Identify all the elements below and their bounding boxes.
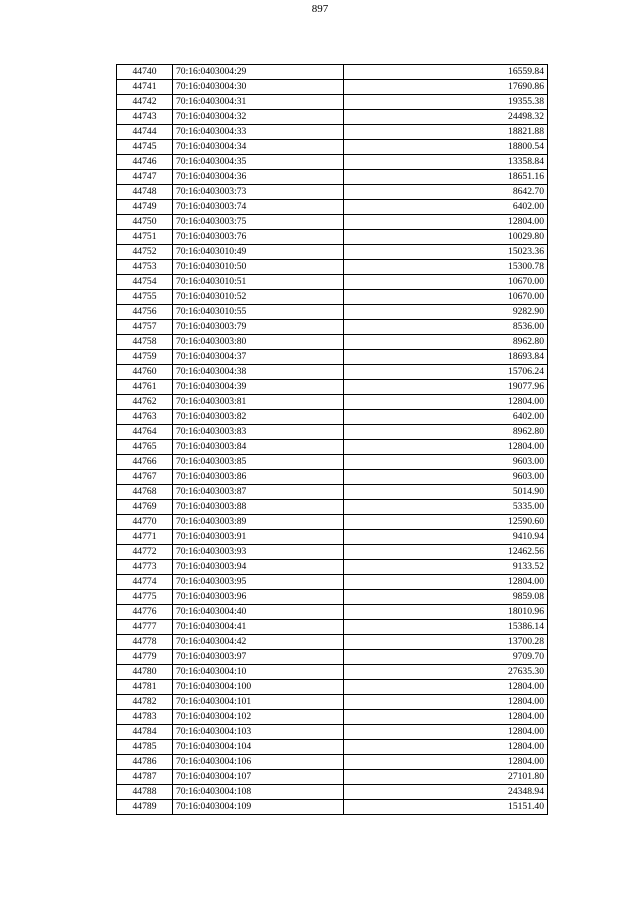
table-row	[117, 545, 548, 560]
row-number-cell: 44775	[117, 590, 173, 605]
row-number-cell: 44770	[117, 515, 173, 530]
row-number-cell: 44748	[117, 185, 173, 200]
value-cell: 9133.52	[344, 560, 548, 575]
value-cell: 9282.90	[344, 305, 548, 320]
table-row	[117, 755, 548, 770]
value-cell: 15023.36	[344, 245, 548, 260]
row-number-cell: 44788	[117, 785, 173, 800]
value-cell: 9709.70	[344, 650, 548, 665]
row-number-cell: 44778	[117, 635, 173, 650]
cadastral-number-cell: 70:16:0403003:81	[173, 395, 344, 410]
cadastral-number-cell: 70:16:0403004:32	[173, 110, 344, 125]
value-cell: 15300.78	[344, 260, 548, 275]
value-cell: 18010.96	[344, 605, 548, 620]
cadastral-number-cell: 70:16:0403003:83	[173, 425, 344, 440]
table-row	[117, 785, 548, 800]
table-row	[117, 380, 548, 395]
cadastral-number-cell: 70:16:0403004:37	[173, 350, 344, 365]
value-cell: 8536.00	[344, 320, 548, 335]
row-number-cell: 44754	[117, 275, 173, 290]
table-row	[117, 530, 548, 545]
row-number-cell: 44783	[117, 710, 173, 725]
value-cell: 27101.80	[344, 770, 548, 785]
cadastral-number-cell: 70:16:0403003:88	[173, 500, 344, 515]
table-row	[117, 215, 548, 230]
value-cell: 8642.70	[344, 185, 548, 200]
table-row	[117, 155, 548, 170]
value-cell: 17690.86	[344, 80, 548, 95]
value-cell: 15386.14	[344, 620, 548, 635]
cadastral-number-cell: 70:16:0403004:36	[173, 170, 344, 185]
table-row	[117, 335, 548, 350]
table-row	[117, 455, 548, 470]
table-row	[117, 680, 548, 695]
cadastral-table	[116, 64, 548, 815]
row-number-cell: 44768	[117, 485, 173, 500]
row-number-cell: 44761	[117, 380, 173, 395]
table-row	[117, 440, 548, 455]
row-number-cell: 44784	[117, 725, 173, 740]
value-cell: 8962.80	[344, 335, 548, 350]
value-cell: 12804.00	[344, 440, 548, 455]
row-number-cell: 44763	[117, 410, 173, 425]
value-cell: 12804.00	[344, 695, 548, 710]
table-row	[117, 710, 548, 725]
value-cell: 10670.00	[344, 290, 548, 305]
row-number-cell: 44765	[117, 440, 173, 455]
row-number-cell: 44751	[117, 230, 173, 245]
cadastral-number-cell: 70:16:0403003:91	[173, 530, 344, 545]
value-cell: 12804.00	[344, 725, 548, 740]
cadastral-number-cell: 70:16:0403004:38	[173, 365, 344, 380]
table-row	[117, 275, 548, 290]
row-number-cell: 44752	[117, 245, 173, 260]
cadastral-number-cell: 70:16:0403004:41	[173, 620, 344, 635]
table-row	[117, 80, 548, 95]
row-number-cell: 44759	[117, 350, 173, 365]
row-number-cell: 44760	[117, 365, 173, 380]
value-cell: 12462.56	[344, 545, 548, 560]
table-row	[117, 620, 548, 635]
row-number-cell: 44772	[117, 545, 173, 560]
cadastral-number-cell: 70:16:0403003:74	[173, 200, 344, 215]
table-row	[117, 650, 548, 665]
cadastral-number-cell: 70:16:0403003:94	[173, 560, 344, 575]
table-row	[117, 365, 548, 380]
table-row	[117, 770, 548, 785]
cadastral-number-cell: 70:16:0403004:102	[173, 710, 344, 725]
cadastral-number-cell: 70:16:0403003:84	[173, 440, 344, 455]
value-cell: 8962.80	[344, 425, 548, 440]
cadastral-number-cell: 70:16:0403004:103	[173, 725, 344, 740]
value-cell: 9603.00	[344, 455, 548, 470]
cadastral-number-cell: 70:16:0403003:75	[173, 215, 344, 230]
table-row	[117, 305, 548, 320]
row-number-cell: 44766	[117, 455, 173, 470]
cadastral-number-cell: 70:16:0403010:51	[173, 275, 344, 290]
cadastral-number-cell: 70:16:0403003:97	[173, 650, 344, 665]
value-cell: 6402.00	[344, 410, 548, 425]
cadastral-number-cell: 70:16:0403004:42	[173, 635, 344, 650]
row-number-cell: 44762	[117, 395, 173, 410]
cadastral-number-cell: 70:16:0403003:80	[173, 335, 344, 350]
value-cell: 12804.00	[344, 710, 548, 725]
cadastral-number-cell: 70:16:0403004:39	[173, 380, 344, 395]
row-number-cell: 44781	[117, 680, 173, 695]
cadastral-number-cell: 70:16:0403003:89	[173, 515, 344, 530]
row-number-cell: 44776	[117, 605, 173, 620]
value-cell: 18651.16	[344, 170, 548, 185]
row-number-cell: 44756	[117, 305, 173, 320]
value-cell: 18693.84	[344, 350, 548, 365]
value-cell: 9410.94	[344, 530, 548, 545]
table-row	[117, 665, 548, 680]
value-cell: 6402.00	[344, 200, 548, 215]
value-cell: 15706.24	[344, 365, 548, 380]
row-number-cell: 44789	[117, 800, 173, 815]
cadastral-number-cell: 70:16:0403003:79	[173, 320, 344, 335]
cadastral-number-cell: 70:16:0403004:100	[173, 680, 344, 695]
row-number-cell: 44755	[117, 290, 173, 305]
cadastral-number-cell: 70:16:0403004:29	[173, 65, 344, 80]
cadastral-number-cell: 70:16:0403004:33	[173, 125, 344, 140]
value-cell: 12804.00	[344, 395, 548, 410]
row-number-cell: 44773	[117, 560, 173, 575]
table-row	[117, 635, 548, 650]
table-row	[117, 395, 548, 410]
table-row	[117, 350, 548, 365]
row-number-cell: 44769	[117, 500, 173, 515]
row-number-cell: 44745	[117, 140, 173, 155]
cadastral-number-cell: 70:16:0403010:50	[173, 260, 344, 275]
row-number-cell: 44757	[117, 320, 173, 335]
cadastral-number-cell: 70:16:0403003:93	[173, 545, 344, 560]
value-cell: 12804.00	[344, 680, 548, 695]
table-row	[117, 590, 548, 605]
table-row	[117, 125, 548, 140]
cadastral-number-cell: 70:16:0403010:49	[173, 245, 344, 260]
table-row	[117, 185, 548, 200]
table-row	[117, 425, 548, 440]
cadastral-number-cell: 70:16:0403004:104	[173, 740, 344, 755]
table-row	[117, 230, 548, 245]
cadastral-number-cell: 70:16:0403010:52	[173, 290, 344, 305]
cadastral-number-cell: 70:16:0403004:34	[173, 140, 344, 155]
table-row	[117, 170, 548, 185]
row-number-cell: 44787	[117, 770, 173, 785]
row-number-cell: 44767	[117, 470, 173, 485]
table-body	[117, 65, 548, 815]
cadastral-number-cell: 70:16:0403004:109	[173, 800, 344, 815]
value-cell: 12804.00	[344, 755, 548, 770]
table-row	[117, 245, 548, 260]
value-cell: 18800.54	[344, 140, 548, 155]
cadastral-number-cell: 70:16:0403004:31	[173, 95, 344, 110]
value-cell: 5014.90	[344, 485, 548, 500]
row-number-cell: 44750	[117, 215, 173, 230]
cadastral-number-cell: 70:16:0403004:10	[173, 665, 344, 680]
table-row	[117, 725, 548, 740]
value-cell: 10029.80	[344, 230, 548, 245]
row-number-cell: 44749	[117, 200, 173, 215]
table-row	[117, 65, 548, 80]
table-row	[117, 605, 548, 620]
value-cell: 15151.40	[344, 800, 548, 815]
cadastral-number-cell: 70:16:0403003:73	[173, 185, 344, 200]
cadastral-number-cell: 70:16:0403004:101	[173, 695, 344, 710]
table-row	[117, 485, 548, 500]
row-number-cell: 44740	[117, 65, 173, 80]
table-row	[117, 695, 548, 710]
row-number-cell: 44743	[117, 110, 173, 125]
cadastral-number-cell: 70:16:0403004:107	[173, 770, 344, 785]
row-number-cell: 44785	[117, 740, 173, 755]
value-cell: 19077.96	[344, 380, 548, 395]
row-number-cell: 44786	[117, 755, 173, 770]
value-cell: 18821.88	[344, 125, 548, 140]
value-cell: 12590.60	[344, 515, 548, 530]
row-number-cell: 44741	[117, 80, 173, 95]
row-number-cell: 44742	[117, 95, 173, 110]
value-cell: 19355.38	[344, 95, 548, 110]
row-number-cell: 44744	[117, 125, 173, 140]
cadastral-number-cell: 70:16:0403003:76	[173, 230, 344, 245]
cadastral-number-cell: 70:16:0403003:86	[173, 470, 344, 485]
value-cell: 12804.00	[344, 575, 548, 590]
table-row	[117, 110, 548, 125]
value-cell: 9859.08	[344, 590, 548, 605]
value-cell: 12804.00	[344, 215, 548, 230]
value-cell: 27635.30	[344, 665, 548, 680]
table-row	[117, 560, 548, 575]
row-number-cell: 44758	[117, 335, 173, 350]
page-number: 897	[311, 3, 329, 15]
table-row	[117, 575, 548, 590]
value-cell: 5335.00	[344, 500, 548, 515]
value-cell: 16559.84	[344, 65, 548, 80]
row-number-cell: 44753	[117, 260, 173, 275]
table-row	[117, 320, 548, 335]
table-row	[117, 140, 548, 155]
table-row	[117, 200, 548, 215]
row-number-cell: 44780	[117, 665, 173, 680]
row-number-cell: 44771	[117, 530, 173, 545]
value-cell: 13700.28	[344, 635, 548, 650]
cadastral-number-cell: 70:16:0403004:106	[173, 755, 344, 770]
value-cell: 13358.84	[344, 155, 548, 170]
cadastral-number-cell: 70:16:0403004:35	[173, 155, 344, 170]
value-cell: 24498.32	[344, 110, 548, 125]
cadastral-number-cell: 70:16:0403003:96	[173, 590, 344, 605]
row-number-cell: 44747	[117, 170, 173, 185]
row-number-cell: 44764	[117, 425, 173, 440]
cadastral-number-cell: 70:16:0403003:82	[173, 410, 344, 425]
cadastral-number-cell: 70:16:0403003:85	[173, 455, 344, 470]
value-cell: 10670.00	[344, 275, 548, 290]
cadastral-number-cell: 70:16:0403003:87	[173, 485, 344, 500]
table-row	[117, 470, 548, 485]
cadastral-number-cell: 70:16:0403010:55	[173, 305, 344, 320]
row-number-cell: 44782	[117, 695, 173, 710]
table-row	[117, 290, 548, 305]
table-row	[117, 260, 548, 275]
value-cell: 9603.00	[344, 470, 548, 485]
cadastral-number-cell: 70:16:0403004:40	[173, 605, 344, 620]
cadastral-number-cell: 70:16:0403004:30	[173, 80, 344, 95]
row-number-cell: 44777	[117, 620, 173, 635]
table-row	[117, 95, 548, 110]
table-row	[117, 740, 548, 755]
row-number-cell: 44779	[117, 650, 173, 665]
table-row	[117, 515, 548, 530]
cadastral-number-cell: 70:16:0403003:95	[173, 575, 344, 590]
table-row	[117, 410, 548, 425]
cadastral-number-cell: 70:16:0403004:108	[173, 785, 344, 800]
value-cell: 24348.94	[344, 785, 548, 800]
row-number-cell: 44774	[117, 575, 173, 590]
table-row	[117, 800, 548, 815]
table-row	[117, 500, 548, 515]
row-number-cell: 44746	[117, 155, 173, 170]
value-cell: 12804.00	[344, 740, 548, 755]
